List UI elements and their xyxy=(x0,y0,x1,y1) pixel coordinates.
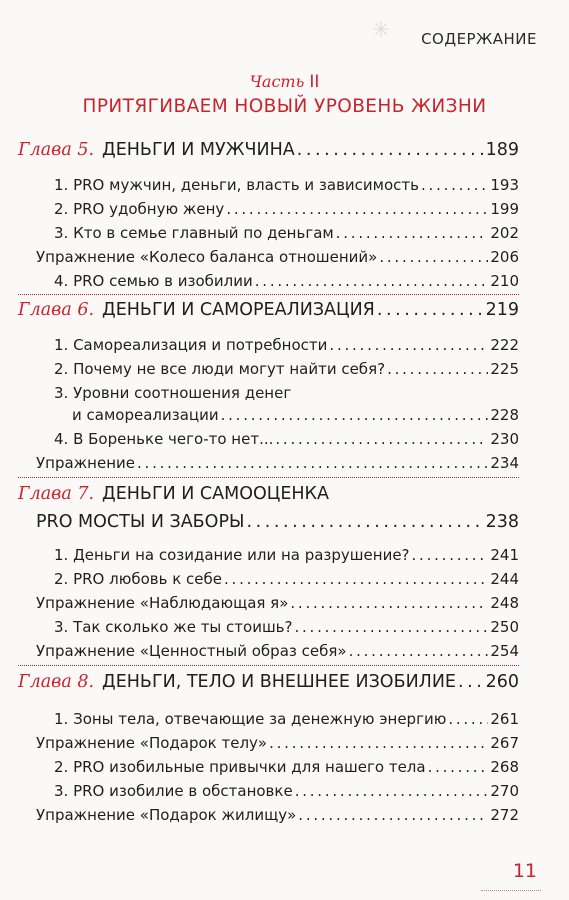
dot-leader xyxy=(412,546,489,564)
section-divider xyxy=(18,294,519,295)
item-label: 2. PRO любовь к себе xyxy=(54,570,222,588)
chapter-subtitle: PRO МОСТЫ И ЗАБОРЫ xyxy=(36,512,245,532)
dot-leader xyxy=(275,430,488,448)
dot-leader xyxy=(297,140,484,160)
running-header: СОДЕРЖАНИЕ xyxy=(421,30,537,48)
part-word: Часть xyxy=(249,72,305,91)
item-label: 1. Деньги на созидание или на разрушение? xyxy=(54,546,410,564)
toc-chapter-5[interactable] xyxy=(18,140,519,160)
toc-exercise[interactable] xyxy=(36,642,519,660)
item-label: 3. Так сколько же ты стоишь? xyxy=(54,618,293,636)
dot-leader xyxy=(379,248,488,266)
item-label: 2. Почему не все люди могут найти себя? xyxy=(54,360,386,378)
dot-leader xyxy=(421,176,488,194)
dot-leader xyxy=(298,806,488,824)
page-number: 219 xyxy=(485,300,519,320)
section-divider xyxy=(18,477,519,478)
page-number: 241 xyxy=(490,546,519,564)
item-label: 2. PRO удобную жену xyxy=(54,200,225,218)
toc-item[interactable] xyxy=(54,782,519,800)
item-label: 3. PRO изобилие в обстановке xyxy=(54,782,293,800)
chapter-prefix: Глава 7. xyxy=(18,484,95,504)
toc-item-continuation[interactable] xyxy=(72,406,519,424)
item-label: Упражнение «Наблюдающая я» xyxy=(36,594,289,612)
toc-exercise[interactable] xyxy=(36,248,519,266)
item-label: 1. Самореализация и потребности xyxy=(54,336,328,354)
item-label: 4. В Бореньке чего-то нет... xyxy=(54,430,274,448)
chapter-title: ДЕНЬГИ И МУЖЧИНА xyxy=(102,140,295,160)
folio-page-number: 11 xyxy=(512,860,537,882)
dot-leader xyxy=(290,594,488,612)
page-number: 261 xyxy=(490,710,519,728)
page-number: 193 xyxy=(490,176,519,194)
chapter-title: ДЕНЬГИ И САМОРЕАЛИЗАЦИЯ xyxy=(102,300,375,320)
dot-leader xyxy=(329,336,488,354)
item-label: 4. PRO семью в изобилии xyxy=(54,272,253,290)
toc-item[interactable] xyxy=(54,200,519,218)
page-number: 228 xyxy=(490,406,519,424)
dot-leader xyxy=(387,360,488,378)
item-label: 2. PRO изобильные привычки для нашего тела xyxy=(54,758,426,776)
toc-item[interactable] xyxy=(54,176,519,194)
dot-leader xyxy=(349,642,489,660)
toc-item[interactable] xyxy=(54,618,519,636)
dot-leader xyxy=(269,734,488,752)
page-number: 267 xyxy=(490,734,519,752)
toc-item[interactable] xyxy=(54,430,519,448)
toc-item[interactable] xyxy=(54,336,519,354)
chapter-title: ДЕНЬГИ, ТЕЛО И ВНЕШНЕЕ ИЗОБИЛИЕ xyxy=(102,672,456,692)
toc-item[interactable] xyxy=(54,224,519,242)
page-number: 268 xyxy=(490,758,519,776)
page-number: 260 xyxy=(485,672,519,692)
page-number: 244 xyxy=(490,570,519,588)
dot-leader xyxy=(428,758,489,776)
page-number: 254 xyxy=(490,642,519,660)
page-number: 234 xyxy=(490,454,519,472)
item-label: Упражнение «Подарок телу» xyxy=(36,734,268,752)
dot-leader xyxy=(137,454,488,472)
chapter-prefix: Глава 8. xyxy=(18,672,95,692)
dot-leader xyxy=(221,406,489,424)
page-number: 202 xyxy=(490,224,519,242)
page-number: 222 xyxy=(490,336,519,354)
page-number: 248 xyxy=(490,594,519,612)
page-number: 270 xyxy=(490,782,519,800)
item-label: 1. PRO мужчин, деньги, власть и зависимость xyxy=(54,176,419,194)
dot-leader xyxy=(226,200,488,218)
chapter-prefix: Глава 5. xyxy=(18,140,95,160)
toc-item[interactable] xyxy=(54,360,519,378)
item-label: Упражнение «Подарок жилищу» xyxy=(36,806,297,824)
part-label xyxy=(0,72,569,92)
dot-leader xyxy=(255,272,489,290)
dot-leader xyxy=(294,618,488,636)
toc-item[interactable] xyxy=(54,272,519,290)
snowflake-ornament-icon: ✳ xyxy=(372,18,391,43)
item-label: Упражнение «Колесо баланса отношений» xyxy=(36,248,378,266)
toc-chapter-8[interactable] xyxy=(18,672,519,692)
dot-leader xyxy=(224,570,488,588)
page-number: 199 xyxy=(490,200,519,218)
dot-leader xyxy=(458,672,484,692)
dot-leader xyxy=(448,710,488,728)
footer-rule xyxy=(481,890,541,891)
toc-item[interactable] xyxy=(54,710,519,728)
page-number: 272 xyxy=(490,806,519,824)
toc-exercise[interactable] xyxy=(36,806,519,824)
toc-exercise[interactable] xyxy=(36,594,519,612)
item-label: 1. Зоны тела, отвечающие за денежную энергию xyxy=(54,710,447,728)
section-divider xyxy=(18,665,519,666)
item-label: 3. Кто в семье главный по деньгам xyxy=(54,224,334,242)
toc-item[interactable] xyxy=(54,570,519,588)
page-number: 250 xyxy=(490,618,519,636)
part-numeral: II xyxy=(309,72,320,92)
toc-chapter-7[interactable] xyxy=(18,484,519,504)
page-number: 210 xyxy=(490,272,519,290)
page-number: 238 xyxy=(485,512,519,532)
toc-item[interactable] xyxy=(54,546,519,564)
dot-leader xyxy=(246,512,483,532)
item-label: Упражнение xyxy=(36,454,135,472)
part-title: ПРИТЯГИВАЕМ НОВЫЙ УРОВЕНЬ ЖИЗНИ xyxy=(82,96,487,117)
item-label: Упражнение «Ценностный образ себя» xyxy=(36,642,347,660)
page-number: 206 xyxy=(490,248,519,266)
toc-chapter-7-subtitle[interactable] xyxy=(36,512,519,532)
dot-leader xyxy=(295,782,489,800)
chapter-title: ДЕНЬГИ И САМООЦЕНКА xyxy=(102,484,329,504)
item-label: и самореализации xyxy=(72,406,219,424)
toc-item-first-line[interactable]: 3. Уровни соотношения денег xyxy=(54,384,292,402)
toc-chapter-6[interactable] xyxy=(18,300,519,320)
toc-exercise[interactable] xyxy=(36,734,519,752)
dot-leader xyxy=(336,224,489,242)
toc-exercise[interactable] xyxy=(36,454,519,472)
page-number: 230 xyxy=(490,430,519,448)
chapter-prefix: Глава 6. xyxy=(18,300,95,320)
dot-leader xyxy=(377,300,484,320)
page-number: 189 xyxy=(485,140,519,160)
toc-item[interactable] xyxy=(54,758,519,776)
page-number: 225 xyxy=(490,360,519,378)
